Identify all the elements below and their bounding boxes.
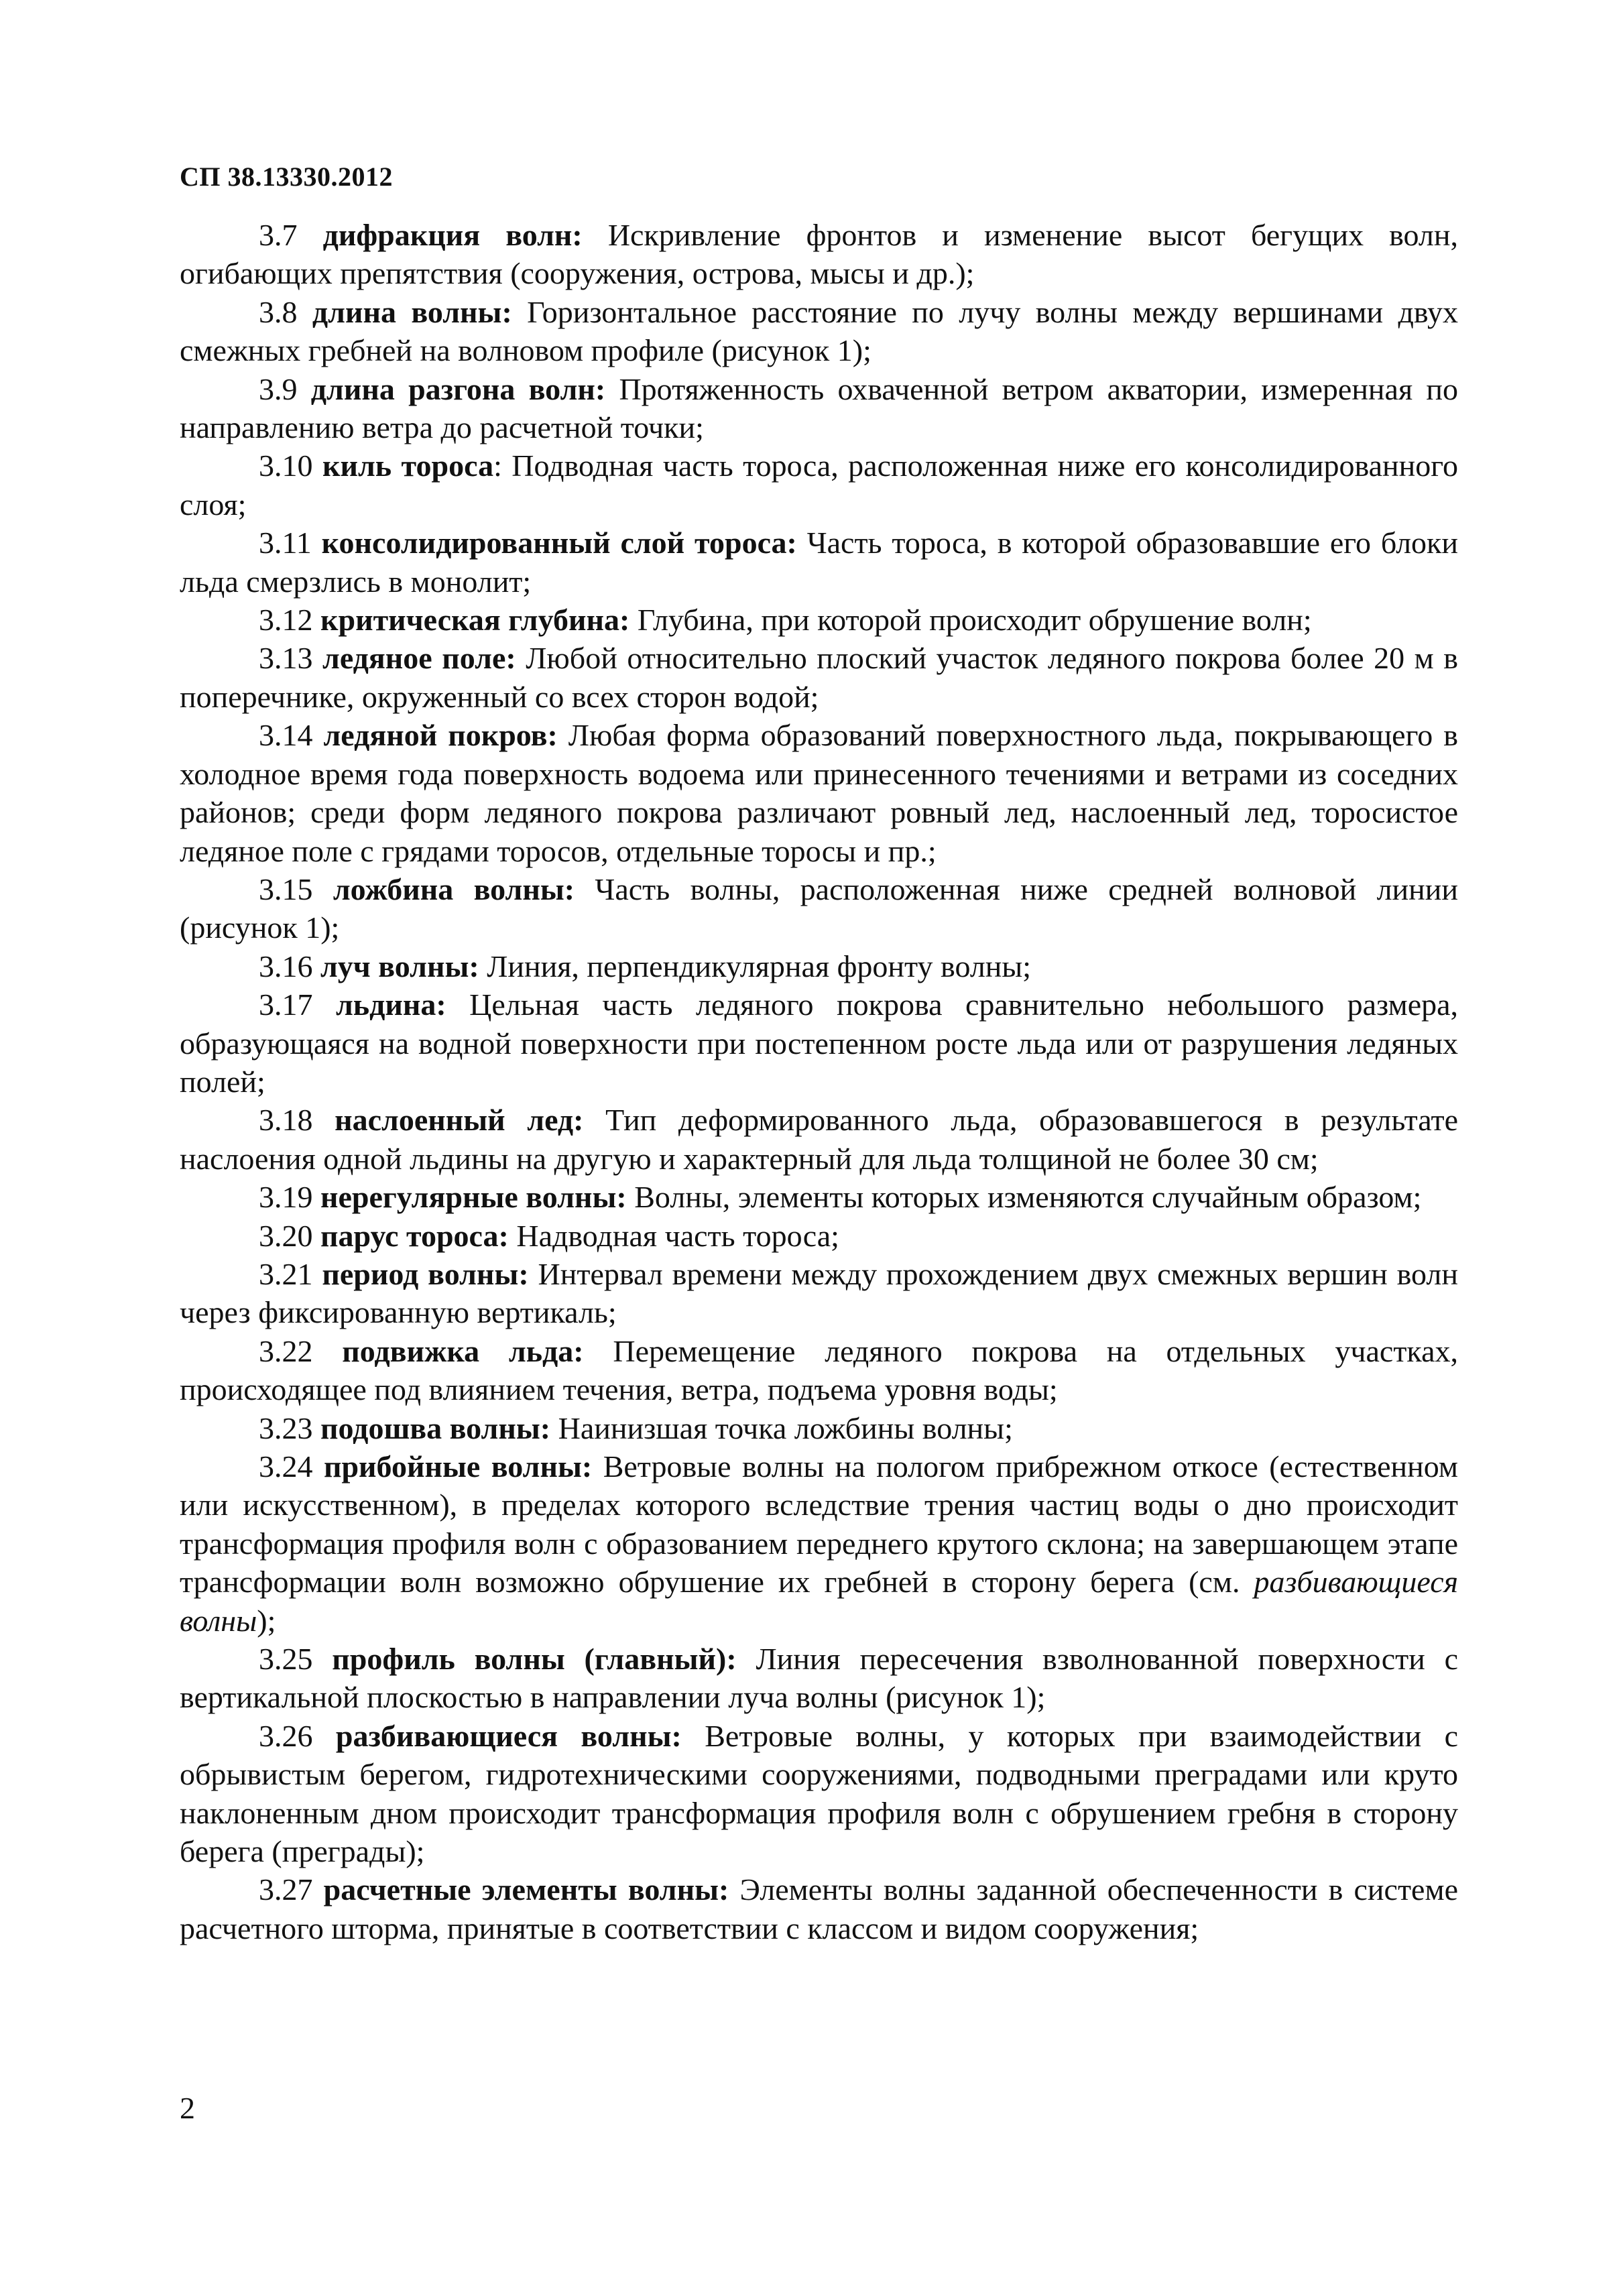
entry-definition: Линия пересечения взволнованной поверхности с вертикальной плоскостью в направлении луча волны (рисунок 1);	[180, 1642, 1459, 1715]
entry-term: наслоенный лед:	[335, 1103, 584, 1138]
term-entry	[180, 1217, 1458, 1255]
entry-term: ледяной покров:	[323, 718, 558, 753]
entry-term: консолидированный слой тороса:	[321, 526, 797, 560]
entry-number: 3.24	[259, 1449, 313, 1484]
entry-term: прибойные волны:	[323, 1449, 593, 1484]
entry-term: длина волны:	[312, 294, 512, 329]
entry-definition: Интервал времени между прохождением двух смежных вершин волн через фиксированную вертикаль;	[180, 1256, 1458, 1330]
entry-term: критическая глубина:	[320, 603, 630, 638]
term-entry	[180, 1409, 1458, 1447]
entry-number: 3.19	[259, 1180, 313, 1215]
term-entry	[180, 524, 1458, 601]
term-entry	[180, 870, 1458, 947]
term-entry	[180, 601, 1458, 639]
entry-term: расчетные элементы волны:	[323, 1872, 729, 1907]
term-entry	[180, 1640, 1458, 1717]
entry-term: нерегулярные волны:	[320, 1180, 627, 1215]
entry-definition: Часть волны, расположенная ниже средней волновой линии (рисунок 1);	[180, 871, 1459, 945]
term-entry	[180, 446, 1458, 524]
entry-definition: Протяженность охваченной ветром акватории, измеренная по направлению ветра до расчетной точки;	[180, 371, 1458, 445]
document-code: СП 38.13330.2012	[180, 162, 393, 192]
entry-term: подошва волны:	[320, 1410, 551, 1445]
entry-number: 3.15	[259, 871, 313, 906]
entry-number: 3.16	[259, 949, 313, 983]
entry-number: 3.21	[259, 1256, 313, 1291]
entry-number: 3.7	[259, 218, 298, 252]
term-entry	[180, 1101, 1458, 1178]
entry-definition: Любой относительно плоский участок ледяного покрова более 20 м в поперечнике, окруженный со всех сторон водой;	[180, 641, 1459, 714]
term-entry	[180, 216, 1458, 293]
entry-number: 3.22	[259, 1333, 313, 1368]
entry-number: 3.10	[259, 448, 313, 483]
entry-term: ложбина волны:	[333, 871, 575, 906]
entry-number: 3.13	[259, 641, 313, 676]
entry-number: 3.26	[259, 1718, 313, 1753]
entry-definition: Перемещение ледяного покрова на отдельных участках, происходящее под влиянием течения, ветра, подъема уровня воды;	[180, 1333, 1459, 1407]
term-entry	[180, 1447, 1458, 1640]
entry-term: луч волны:	[320, 949, 479, 983]
entry-term: подвижка льда:	[342, 1333, 584, 1368]
entry-definition: Часть тороса, в которой образовавшие его блоки льда смерзлись в монолит;	[180, 526, 1459, 599]
entry-definition: Глубина, при которой происходит обрушение волн;	[637, 603, 1312, 638]
entry-number: 3.23	[259, 1410, 313, 1445]
entry-number: 3.25	[259, 1642, 313, 1677]
entry-definition: Ветровые волны, у которых при взаимодействии с обрывистым берегом, гидротехническими сооружениями, подводными преградами или круто наклоненным дном происходит трансформация профиля волн с обрушением гребня в сторону берега (преграды);	[180, 1718, 1459, 1869]
entry-definition: Искривление фронтов и изменение высот бегущих волн, огибающих препятствия (сооружения, острова, мысы и др.);	[180, 218, 1459, 291]
entry-term: дифракция волн:	[322, 218, 583, 252]
entry-term: парус тороса:	[320, 1218, 509, 1253]
entry-definition: Элементы волны заданной обеспеченности в системе расчетного шторма, принятые в соответствии с классом и видом сооружения;	[180, 1872, 1459, 1945]
entry-term: разбивающиеся волны:	[335, 1718, 682, 1753]
entry-definition: Надводная часть тороса;	[516, 1218, 839, 1253]
entry-definition: Любая форма образований поверхностного льда, покрывающего в холодное время года поверхность водоема или принесенного течениями и ветрами из соседних районов; среди форм ледяного покрова различают ровный лед, наслоенный лед, торосистое ледяное поле с грядами торосов, отдельные торосы и пр.;	[180, 718, 1458, 868]
entry-number: 3.27	[259, 1872, 313, 1907]
entry-number: 3.12	[259, 603, 313, 638]
entry-definition: Ветровые волны на пологом прибрежном откосе (естественном или искусственном), в пределах которого вследствие трения частиц воды о дно происходит трансформация профиля волн с образованием переднего крутого склона; на завершающем этапе трансформации волн возможно обрушение их гребней в сторону берега (см.	[180, 1449, 1459, 1599]
term-entry	[180, 1255, 1458, 1332]
term-entry	[180, 1717, 1458, 1871]
entry-definition-italic: разбивающиеся волны	[180, 1565, 1459, 1638]
entry-term: период волны:	[322, 1256, 529, 1291]
entry-term: ледяное поле:	[322, 641, 516, 676]
term-entry	[180, 370, 1458, 447]
entry-number: 3.17	[259, 987, 313, 1022]
entry-definition: Линия, перпендикулярная фронту волны;	[487, 949, 1032, 983]
entry-definition: Горизонтальное расстояние по лучу волны между вершинами двух смежных гребней на волновом профиле (рисунок 1);	[180, 294, 1459, 368]
entry-definition: Цельная часть ледяного покрова сравнительно небольшого размера, образующаяся на водной поверхности при постепенном росте льда или от разрушения ледяных полей;	[180, 987, 1459, 1099]
entry-number: 3.11	[259, 526, 312, 560]
entry-term: киль тороса	[322, 448, 494, 483]
entry-number: 3.18	[259, 1103, 313, 1138]
entry-definition-tail: );	[257, 1603, 276, 1638]
term-entry	[180, 293, 1458, 370]
entry-term: длина разгона волн:	[310, 371, 606, 406]
term-entry	[180, 1870, 1458, 1947]
entry-definition: Тип деформированного льда, образовавшегося в результате наслоения одной льдины на другую и характерный для льда толщиной не более 30 см;	[180, 1103, 1459, 1176]
entry-number: 3.20	[259, 1218, 313, 1253]
entry-term: профиль волны (главный):	[332, 1642, 737, 1677]
term-entry	[180, 639, 1458, 716]
term-entry	[180, 1178, 1458, 1216]
page-number: 2	[180, 2091, 195, 2125]
entry-number: 3.8	[259, 294, 298, 329]
term-entry	[180, 1332, 1458, 1409]
entry-definition: : Подводная часть тороса, расположенная ниже его консолидированного слоя;	[180, 448, 1459, 522]
entry-definition: Волны, элементы которых изменяются случайным образом;	[634, 1180, 1422, 1215]
entry-number: 3.14	[259, 718, 313, 753]
entry-term: льдина:	[335, 987, 446, 1022]
term-entry	[180, 716, 1458, 870]
term-entry	[180, 985, 1458, 1101]
terms-list	[180, 216, 1458, 1947]
entry-definition: Наинизшая точка ложбины волны;	[558, 1410, 1013, 1445]
entry-number: 3.9	[259, 371, 298, 406]
term-entry	[180, 947, 1458, 985]
